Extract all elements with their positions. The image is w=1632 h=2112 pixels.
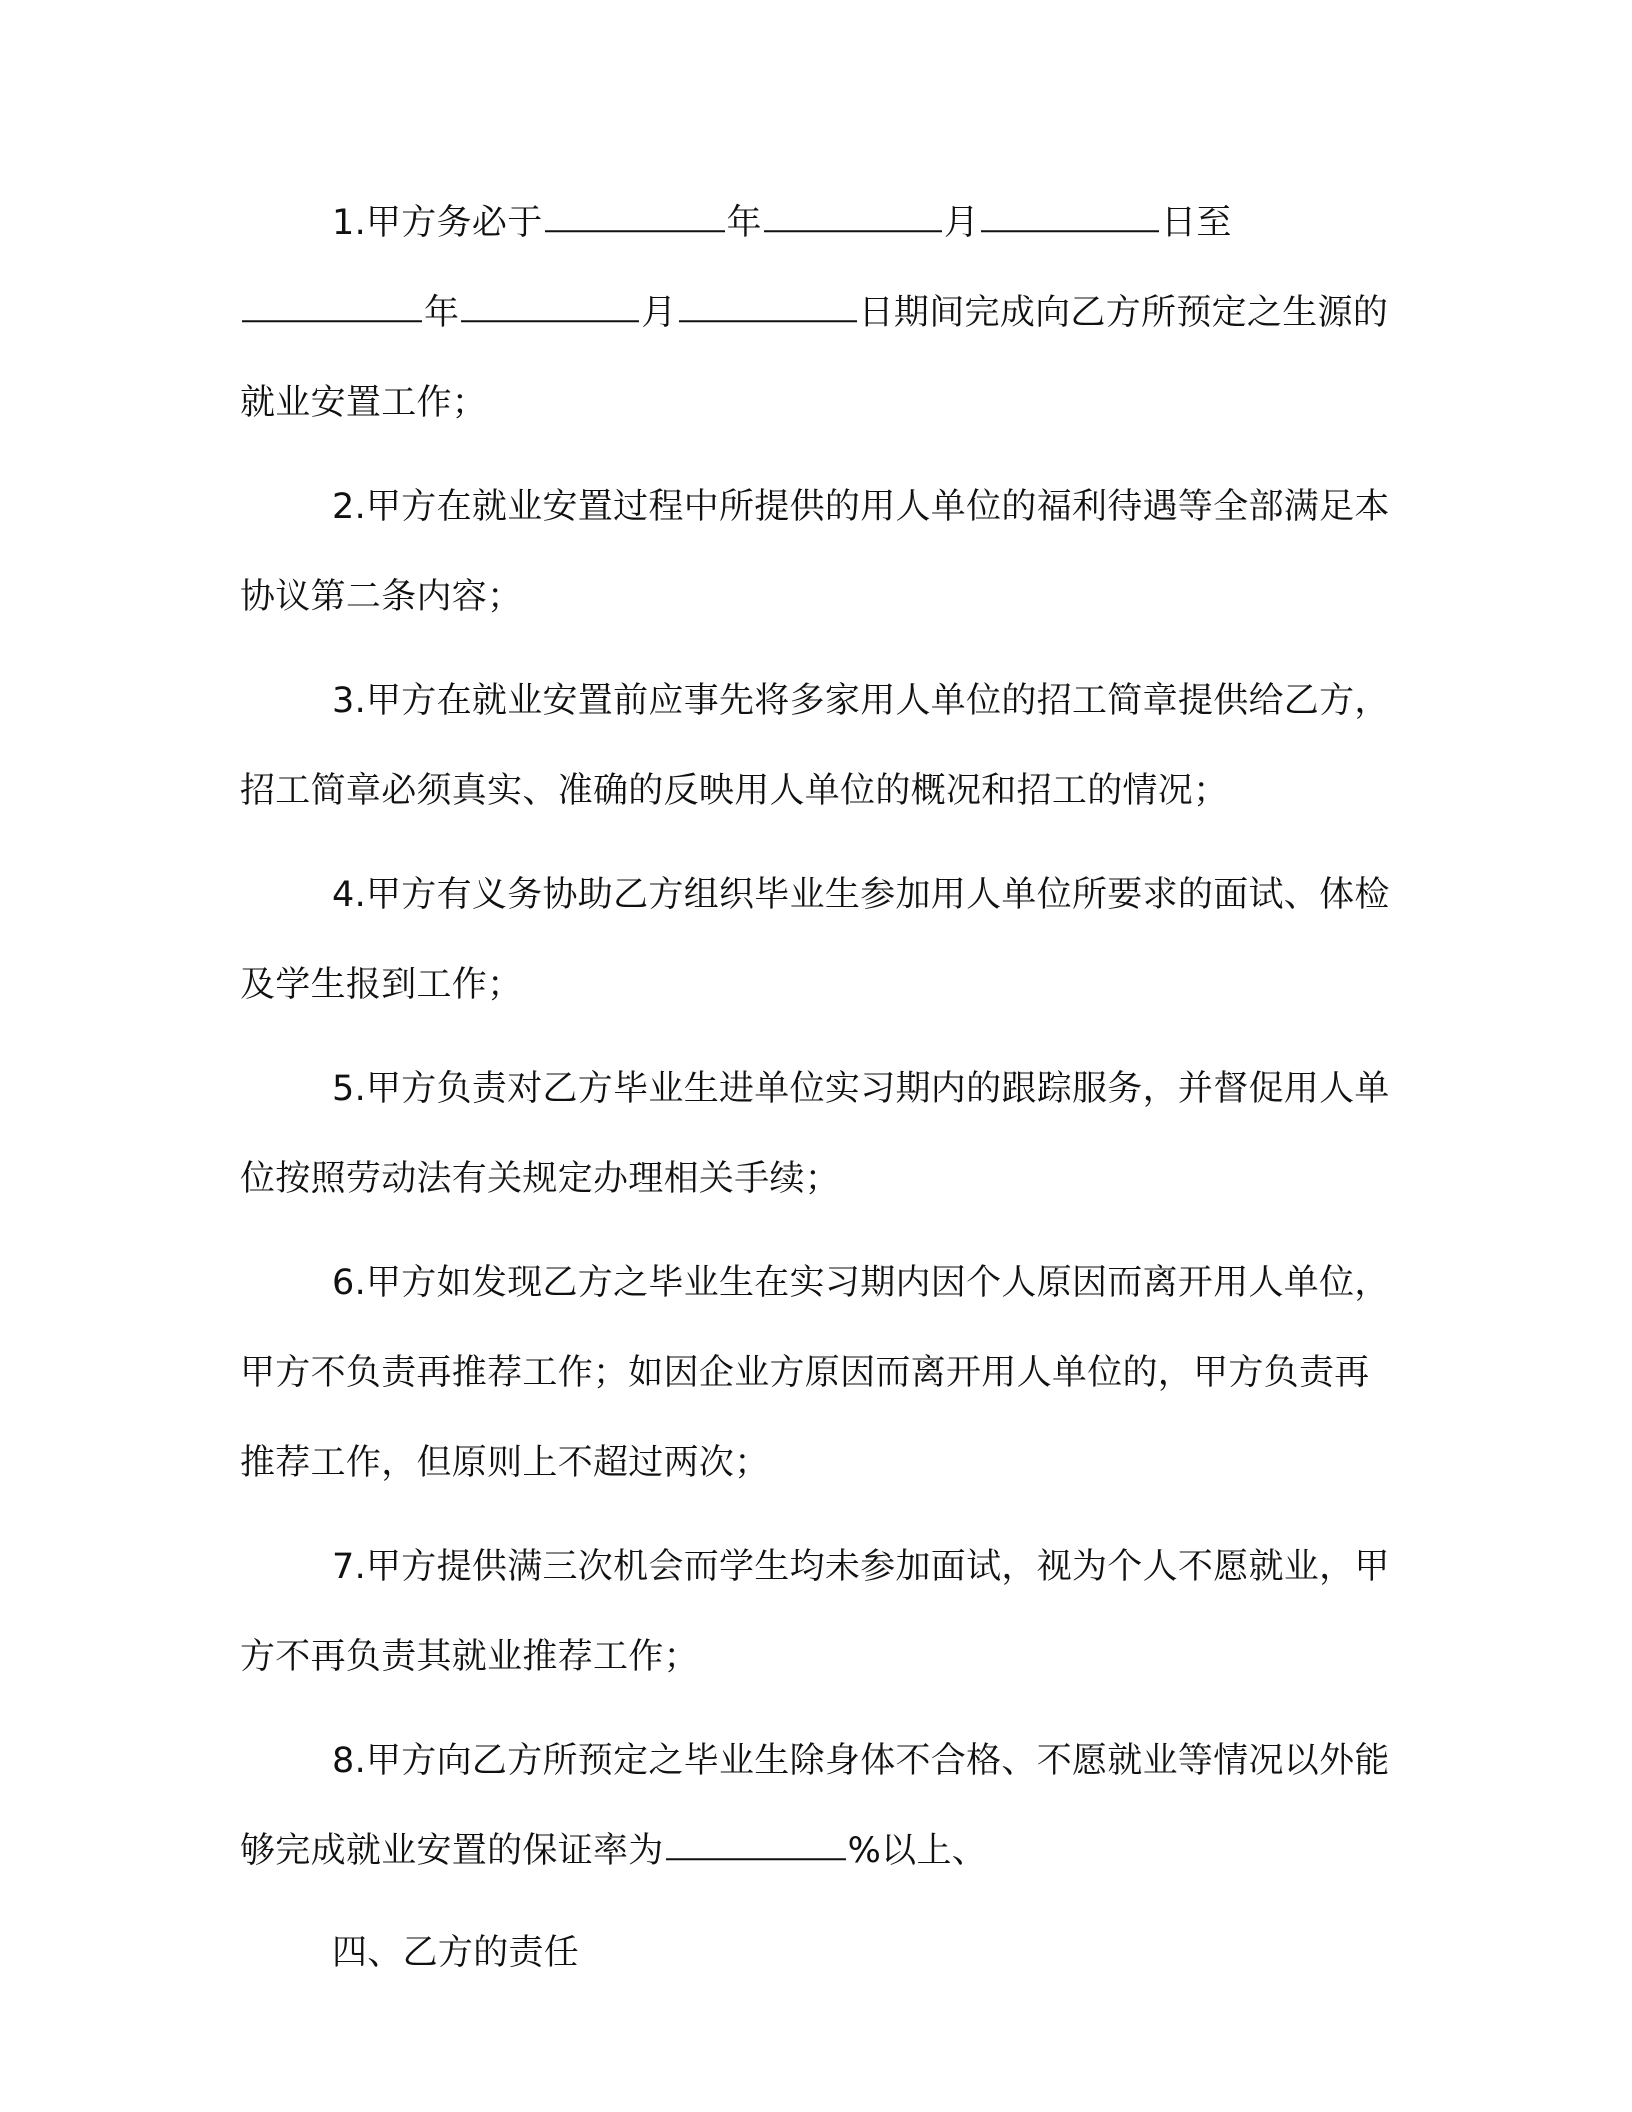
clause-1-month-2: 月	[641, 293, 677, 333]
blank-line	[666, 1823, 846, 1860]
clause-8	[240, 1716, 1390, 1896]
clause-8-text-start: 8.甲方向乙方所预定之毕业生除身体不合格、不愿就业等情况以外能够完成就业安置的保证率为	[240, 1741, 1390, 1871]
clause-6: 6.甲方如发现乙方之毕业生在实习期内因个人原因而离开用人单位，甲方不负责再推荐工作；如因企业方原因而离开用人单位的，甲方负责再推荐工作，但原则上不超过两次；	[240, 1263, 1390, 1483]
clause-1-month-1: 月	[943, 203, 980, 243]
clause-1-day-to: 日至	[1161, 203, 1232, 243]
blank-line	[679, 285, 857, 322]
clause-1	[240, 178, 1390, 448]
clause-1-year-2: 年	[424, 293, 460, 333]
section-heading: 四、乙方的责任	[332, 1933, 580, 1973]
clause-8-text-end: %以上、	[847, 1831, 988, 1871]
blank-line	[242, 285, 422, 322]
clause-7: 7.甲方提供满三次机会而学生均未参加面试，视为个人不愿就业，甲方不再负责其就业推荐工作；	[240, 1547, 1390, 1677]
blank-line	[545, 195, 725, 232]
clause-3: 3.甲方在就业安置前应事先将多家用人单位的招工简章提供给乙方，招工简章必须真实、准确的反映用人单位的概况和招工的情况；	[240, 681, 1390, 811]
clause-4: 4.甲方有义务协助乙方组织毕业生参加用人单位所要求的面试、体检及学生报到工作；	[240, 875, 1390, 1005]
clause-1-year-1: 年	[726, 203, 762, 243]
document-body	[240, 178, 1390, 2012]
clause-1-text-start: 1.甲方务必于	[332, 203, 543, 243]
clause-5: 5.甲方负责对乙方毕业生进单位实习期内的跟踪服务，并督促用人单位按照劳动法有关规定办理相关手续；	[240, 1069, 1390, 1199]
blank-line	[461, 285, 639, 322]
blank-line	[764, 195, 942, 232]
clause-1-text-end: 日期间完成向乙方所预定之生源的就业安置工作；	[240, 293, 1389, 423]
clause-2: 2.甲方在就业安置过程中所提供的用人单位的福利待遇等全部满足本协议第二条内容；	[240, 487, 1390, 617]
blank-line	[981, 195, 1159, 232]
